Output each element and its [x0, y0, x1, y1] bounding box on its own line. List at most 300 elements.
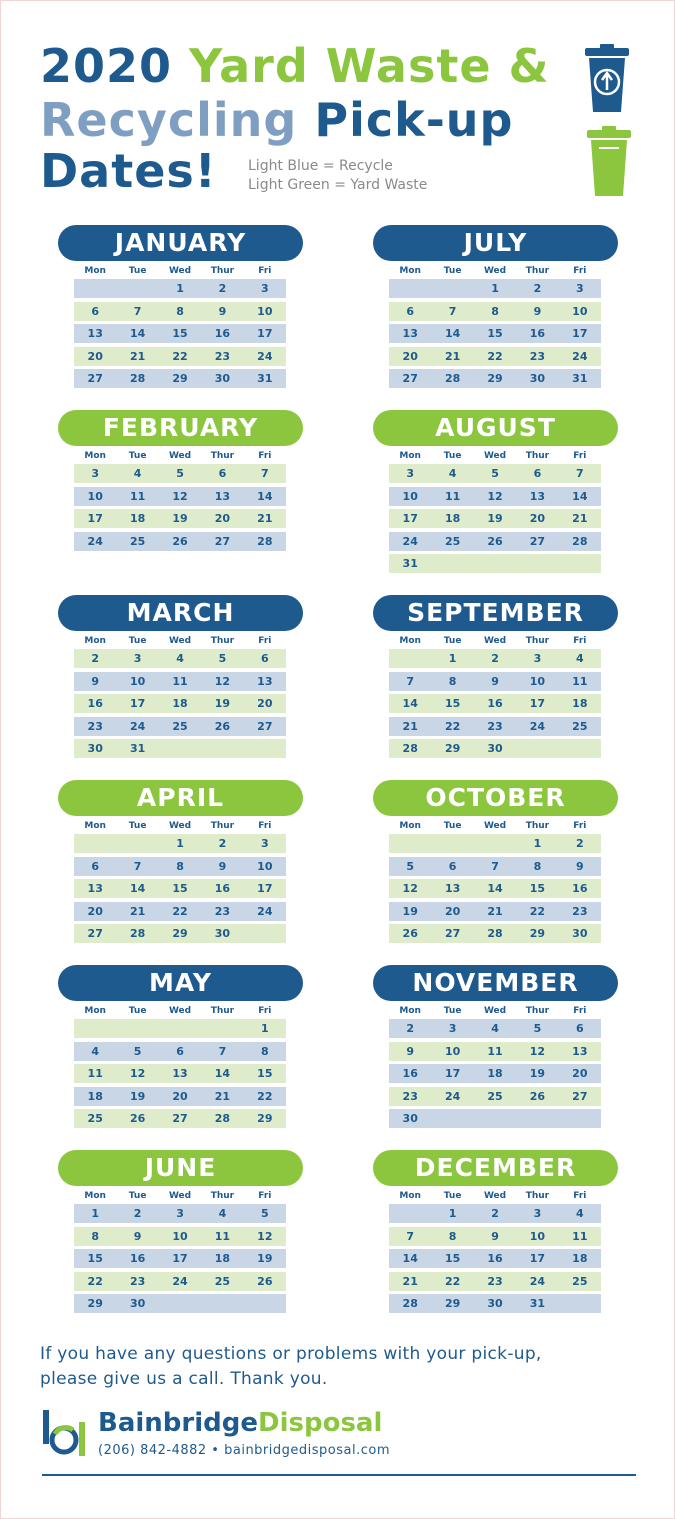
- date-cell: 4: [218, 1207, 227, 1220]
- date-cell: 11: [214, 1229, 231, 1243]
- week-row-yard: [389, 924, 601, 943]
- month-july: [373, 225, 618, 392]
- date-cell: 24: [444, 1089, 461, 1103]
- footer-thanks-line: please give us a call. Thank you.: [40, 1369, 328, 1389]
- month-june: [58, 1150, 303, 1317]
- date-cell: 30: [572, 927, 588, 940]
- weekday-label: Thur: [210, 821, 235, 831]
- week-row-yard: [389, 302, 601, 321]
- week-row-recycle: [389, 487, 601, 506]
- weekday-label: Mon: [399, 1191, 421, 1201]
- date-cell: 23: [572, 904, 588, 918]
- date-cell: 9: [91, 674, 100, 688]
- date-cell: 7: [133, 304, 142, 318]
- date-cell: 3: [406, 467, 415, 480]
- date-cell: 2: [576, 837, 584, 850]
- weekday-label: Thur: [210, 1191, 235, 1201]
- date-cell: 31: [129, 742, 146, 755]
- month-header: JUNE: [58, 1150, 303, 1186]
- date-cell: 20: [444, 904, 461, 918]
- date-cell: [159, 1019, 201, 1038]
- date-cell: 19: [487, 512, 503, 525]
- date-cell: 16: [214, 882, 231, 895]
- date-cell: 28: [402, 1297, 418, 1310]
- date-cell: 22: [444, 719, 461, 733]
- date-cell: 1: [176, 837, 184, 850]
- date-cell: 10: [172, 1229, 188, 1243]
- date-cell: [389, 649, 431, 668]
- date-cell: 18: [172, 697, 188, 710]
- date-cell: 15: [257, 1067, 273, 1080]
- date-cell: 14: [402, 697, 418, 710]
- month-march: [58, 595, 303, 762]
- date-cell: 6: [533, 467, 542, 480]
- date-cell: 28: [129, 372, 146, 385]
- date-cell: 11: [444, 489, 461, 503]
- date-cell: 8: [448, 1229, 457, 1243]
- weekday-header-row: [74, 263, 286, 279]
- weekday-label: Wed: [483, 821, 507, 831]
- date-cell: 27: [172, 1112, 188, 1125]
- date-cell: 8: [491, 304, 499, 318]
- date-cell: 10: [129, 674, 146, 688]
- date-cell: 26: [257, 1274, 273, 1288]
- date-cell: 21: [444, 349, 461, 363]
- date-cell: 14: [214, 1067, 231, 1080]
- week-row-yard: [74, 464, 286, 483]
- date-cell: 8: [448, 674, 457, 688]
- date-cell: 3: [261, 282, 269, 295]
- date-cell: 19: [529, 1067, 546, 1080]
- weekday-label: Wed: [168, 821, 192, 831]
- date-cell: [159, 739, 201, 758]
- weekday-label: Thur: [210, 451, 235, 461]
- date-cell: [116, 279, 158, 298]
- weekday-label: Wed: [483, 451, 507, 461]
- date-cell: 1: [91, 1207, 100, 1220]
- date-cell: 17: [87, 512, 103, 525]
- footer-rule: [42, 1474, 636, 1476]
- weekday-label: Wed: [483, 1191, 507, 1201]
- date-cell: 10: [444, 1044, 461, 1058]
- week-row-yard: [389, 509, 601, 528]
- date-cell: 5: [176, 467, 184, 480]
- date-cell: 15: [172, 327, 188, 340]
- date-cell: [516, 554, 558, 573]
- date-cell: 7: [406, 674, 415, 688]
- date-cell: [516, 739, 558, 758]
- date-cell: 1: [448, 1207, 457, 1220]
- date-cell: 10: [572, 304, 588, 318]
- month-header: NOVEMBER: [373, 965, 618, 1001]
- title-dates: Dates!: [40, 144, 217, 198]
- date-cell: 14: [129, 882, 146, 895]
- week-row-yard: [74, 649, 286, 668]
- date-cell: 9: [576, 859, 584, 873]
- date-cell: [431, 279, 473, 298]
- week-row-yard: [74, 302, 286, 321]
- month-april: [58, 780, 303, 947]
- date-cell: 7: [133, 859, 142, 873]
- weekday-label: Fri: [258, 636, 272, 646]
- date-cell: 18: [572, 697, 588, 710]
- date-cell: 14: [129, 327, 146, 340]
- date-cell: 23: [214, 349, 231, 363]
- date-cell: 29: [487, 372, 503, 385]
- weekday-label: Wed: [483, 1006, 507, 1016]
- date-cell: 3: [448, 1022, 457, 1035]
- month-header: JANUARY: [58, 225, 303, 261]
- date-cell: 25: [572, 719, 588, 733]
- week-row-yard: [74, 1019, 286, 1038]
- weekday-label: Thur: [210, 636, 235, 646]
- date-cell: 14: [572, 489, 588, 503]
- week-row-yard: [74, 1272, 286, 1291]
- weekday-header-row: [74, 633, 286, 649]
- weekday-header-row: [74, 1188, 286, 1204]
- date-cell: 5: [133, 1044, 142, 1058]
- date-cell: 1: [261, 1022, 269, 1035]
- weekday-label: Fri: [573, 636, 587, 646]
- date-cell: 10: [257, 304, 273, 318]
- date-cell: 13: [87, 327, 103, 340]
- date-cell: 17: [529, 697, 546, 710]
- date-cell: 3: [533, 652, 542, 665]
- weekday-label: Mon: [399, 1006, 421, 1016]
- date-cell: [431, 834, 473, 853]
- date-cell: 6: [576, 1022, 584, 1035]
- brand-name-part1: Bainbridge: [98, 1408, 258, 1438]
- date-cell: 3: [261, 837, 269, 850]
- date-cell: 30: [529, 372, 546, 385]
- date-cell: 16: [87, 697, 103, 710]
- weekday-label: Fri: [573, 451, 587, 461]
- weekday-label: Thur: [525, 1191, 550, 1201]
- date-cell: 22: [172, 904, 188, 918]
- date-cell: 12: [172, 489, 188, 503]
- month-august: [373, 410, 618, 577]
- week-row-recycle: [74, 279, 286, 298]
- date-cell: 21: [572, 512, 588, 525]
- date-cell: 23: [402, 1089, 418, 1103]
- date-cell: 22: [529, 904, 546, 918]
- date-cell: 21: [402, 1274, 418, 1288]
- date-cell: 13: [257, 674, 273, 688]
- date-cell: [74, 279, 116, 298]
- date-cell: 21: [487, 904, 503, 918]
- date-cell: 10: [402, 489, 418, 503]
- date-cell: 27: [257, 719, 273, 733]
- date-cell: 29: [172, 372, 188, 385]
- week-row-yard: [389, 1042, 601, 1061]
- date-cell: 31: [257, 372, 273, 385]
- date-cell: 28: [444, 372, 461, 385]
- date-cell: 14: [444, 327, 461, 340]
- month-header: OCTOBER: [373, 780, 618, 816]
- date-cell: 20: [529, 512, 546, 525]
- week-row-yard: [389, 649, 601, 668]
- month-header: APRIL: [58, 780, 303, 816]
- month-header: MAY: [58, 965, 303, 1001]
- date-cell: 12: [214, 674, 231, 688]
- date-cell: 3: [176, 1207, 184, 1220]
- weekday-label: Thur: [210, 266, 235, 276]
- date-cell: 23: [487, 1274, 503, 1288]
- date-cell: 17: [129, 697, 146, 710]
- brand-name-part2: Disposal: [258, 1408, 383, 1438]
- week-row-yard: [389, 739, 601, 758]
- date-cell: 6: [261, 652, 269, 665]
- date-cell: 24: [402, 534, 418, 548]
- date-cell: [559, 554, 601, 573]
- date-cell: 26: [402, 927, 418, 940]
- date-cell: 12: [402, 882, 418, 895]
- weekday-label: Mon: [84, 1191, 106, 1201]
- date-cell: 17: [257, 327, 273, 340]
- date-cell: [244, 739, 286, 758]
- date-cell: 26: [529, 1089, 546, 1103]
- week-row-yard: [389, 694, 601, 713]
- week-row-yard: [74, 879, 286, 898]
- date-cell: 26: [487, 534, 503, 548]
- weekday-label: Tue: [128, 1006, 147, 1016]
- week-row-recycle: [74, 487, 286, 506]
- date-cell: 13: [402, 327, 418, 340]
- date-cell: 20: [172, 1089, 188, 1103]
- date-cell: [559, 1109, 601, 1128]
- date-cell: 31: [529, 1297, 546, 1310]
- date-cell: 25: [214, 1274, 231, 1288]
- date-cell: 31: [402, 557, 418, 570]
- date-cell: 18: [214, 1252, 231, 1265]
- date-cell: 19: [129, 1089, 146, 1103]
- date-cell: 17: [572, 327, 588, 340]
- weekday-label: Fri: [573, 1006, 587, 1016]
- week-row-yard: [389, 347, 601, 366]
- weekday-label: Thur: [525, 1006, 550, 1016]
- date-cell: 16: [402, 1067, 418, 1080]
- week-row-recycle: [389, 1294, 601, 1313]
- date-cell: 7: [261, 467, 269, 480]
- week-row-recycle: [389, 717, 601, 736]
- date-cell: [559, 1294, 601, 1313]
- date-cell: 5: [261, 1207, 269, 1220]
- date-cell: 15: [172, 882, 188, 895]
- date-cell: 16: [487, 1252, 503, 1265]
- weekday-label: Tue: [443, 1006, 462, 1016]
- date-cell: 12: [257, 1229, 273, 1243]
- date-cell: 13: [529, 489, 546, 503]
- date-cell: 6: [218, 467, 227, 480]
- date-cell: [474, 554, 516, 573]
- date-cell: 10: [529, 1229, 546, 1243]
- date-cell: 26: [214, 719, 231, 733]
- date-cell: 19: [214, 697, 231, 710]
- date-cell: 9: [218, 304, 227, 318]
- date-cell: 27: [87, 372, 103, 385]
- week-row-recycle: [389, 1109, 601, 1128]
- date-cell: 7: [491, 859, 499, 873]
- date-cell: 24: [529, 1274, 546, 1288]
- date-cell: 25: [87, 1112, 103, 1125]
- week-row-recycle: [74, 1087, 286, 1106]
- date-cell: 3: [576, 282, 584, 295]
- date-cell: 8: [91, 1229, 100, 1243]
- date-cell: [244, 1294, 286, 1313]
- week-row-yard: [74, 1227, 286, 1246]
- weekday-label: Mon: [399, 636, 421, 646]
- date-cell: 2: [218, 837, 227, 850]
- date-cell: 11: [572, 674, 588, 688]
- date-cell: 2: [533, 282, 542, 295]
- weekday-label: Fri: [258, 1191, 272, 1201]
- date-cell: 21: [214, 1089, 231, 1103]
- weekday-label: Tue: [443, 266, 462, 276]
- date-cell: 18: [487, 1067, 503, 1080]
- date-cell: 4: [176, 652, 184, 665]
- weekday-label: Fri: [258, 821, 272, 831]
- weekday-label: Mon: [84, 451, 106, 461]
- date-cell: 11: [87, 1067, 103, 1080]
- date-cell: 11: [572, 1229, 588, 1243]
- date-cell: 2: [91, 652, 100, 665]
- weekday-header-row: [74, 448, 286, 464]
- date-cell: 6: [406, 304, 415, 318]
- date-cell: 24: [87, 534, 103, 548]
- date-cell: 8: [261, 1044, 269, 1058]
- bainbridge-logo-icon: [41, 1410, 87, 1456]
- date-cell: 20: [402, 349, 418, 363]
- date-cell: 21: [129, 349, 146, 363]
- date-cell: 23: [129, 1274, 146, 1288]
- date-cell: 30: [487, 1297, 503, 1310]
- contact-info: (206) 842-4882 • bainbridgedisposal.com: [98, 1443, 390, 1458]
- week-row-yard: [74, 739, 286, 758]
- date-cell: 25: [129, 534, 146, 548]
- weekday-label: Wed: [483, 636, 507, 646]
- date-cell: 28: [572, 534, 588, 548]
- date-cell: 29: [257, 1112, 273, 1125]
- date-cell: 2: [491, 652, 499, 665]
- date-cell: 22: [487, 349, 503, 363]
- date-cell: 2: [406, 1022, 415, 1035]
- date-cell: [389, 834, 431, 853]
- weekday-header-row: [74, 1003, 286, 1019]
- week-row-yard: [389, 1087, 601, 1106]
- date-cell: 16: [529, 327, 546, 340]
- date-cell: 16: [129, 1252, 146, 1265]
- date-cell: 25: [487, 1089, 503, 1103]
- date-cell: 9: [218, 859, 227, 873]
- weekday-label: Mon: [84, 821, 106, 831]
- date-cell: [116, 1019, 158, 1038]
- date-cell: 4: [448, 467, 457, 480]
- date-cell: 16: [572, 882, 588, 895]
- title-line-1: [40, 40, 550, 92]
- date-cell: 29: [529, 927, 546, 940]
- date-cell: 20: [257, 697, 273, 710]
- week-row-yard: [74, 1109, 286, 1128]
- week-row-recycle: [74, 717, 286, 736]
- date-cell: 7: [406, 1229, 415, 1243]
- weekday-label: Fri: [258, 451, 272, 461]
- date-cell: 23: [87, 719, 103, 733]
- weekday-header-row: [74, 818, 286, 834]
- date-cell: 10: [257, 859, 273, 873]
- weekday-label: Mon: [84, 636, 106, 646]
- date-cell: 21: [129, 904, 146, 918]
- date-cell: 6: [91, 859, 100, 873]
- date-cell: 26: [172, 534, 188, 548]
- date-cell: 16: [487, 697, 503, 710]
- week-row-yard: [389, 1227, 601, 1246]
- date-cell: 14: [257, 489, 273, 503]
- date-cell: 22: [172, 349, 188, 363]
- weekday-label: Fri: [258, 266, 272, 276]
- date-cell: [201, 739, 243, 758]
- date-cell: 3: [533, 1207, 542, 1220]
- date-cell: 25: [572, 1274, 588, 1288]
- weekday-label: Tue: [443, 821, 462, 831]
- date-cell: 4: [576, 652, 584, 665]
- legend-recycle: Light Blue = Recycle: [248, 158, 393, 174]
- date-cell: 3: [133, 652, 142, 665]
- date-cell: 28: [257, 534, 273, 548]
- date-cell: 3: [91, 467, 100, 480]
- weekday-label: Tue: [128, 451, 147, 461]
- date-cell: 18: [129, 512, 146, 525]
- date-cell: 30: [214, 372, 231, 385]
- weekday-header-row: [389, 263, 601, 279]
- date-cell: 24: [529, 719, 546, 733]
- date-cell: 27: [444, 927, 461, 940]
- weekday-label: Tue: [128, 1191, 147, 1201]
- date-cell: 10: [87, 489, 103, 503]
- title-yard-waste: Yard Waste &: [189, 39, 550, 93]
- weekday-label: Tue: [443, 1191, 462, 1201]
- week-row-recycle: [74, 532, 286, 551]
- week-row-yard: [74, 694, 286, 713]
- date-cell: 27: [87, 927, 103, 940]
- week-row-recycle: [74, 1042, 286, 1061]
- week-row-recycle: [389, 532, 601, 551]
- date-cell: 13: [214, 489, 231, 503]
- week-row-recycle: [389, 1204, 601, 1223]
- week-row-yard: [389, 879, 601, 898]
- week-row-recycle: [389, 324, 601, 343]
- week-row-recycle: [74, 1204, 286, 1223]
- week-row-recycle: [74, 1249, 286, 1268]
- week-row-yard: [74, 347, 286, 366]
- week-row-recycle: [389, 672, 601, 691]
- date-cell: 25: [444, 534, 461, 548]
- date-cell: [74, 834, 116, 853]
- weekday-label: Wed: [168, 451, 192, 461]
- yard-waste-bin-icon: [585, 126, 635, 200]
- date-cell: 30: [214, 927, 231, 940]
- week-row-recycle: [389, 279, 601, 298]
- date-cell: 4: [576, 1207, 584, 1220]
- date-cell: 12: [529, 1044, 546, 1058]
- date-cell: 14: [402, 1252, 418, 1265]
- weekday-label: Mon: [399, 451, 421, 461]
- recycle-bin-icon: [583, 42, 633, 116]
- date-cell: 30: [402, 1112, 418, 1125]
- date-cell: 22: [257, 1089, 273, 1103]
- date-cell: 8: [533, 859, 542, 873]
- date-cell: 18: [444, 512, 461, 525]
- date-cell: 20: [87, 349, 103, 363]
